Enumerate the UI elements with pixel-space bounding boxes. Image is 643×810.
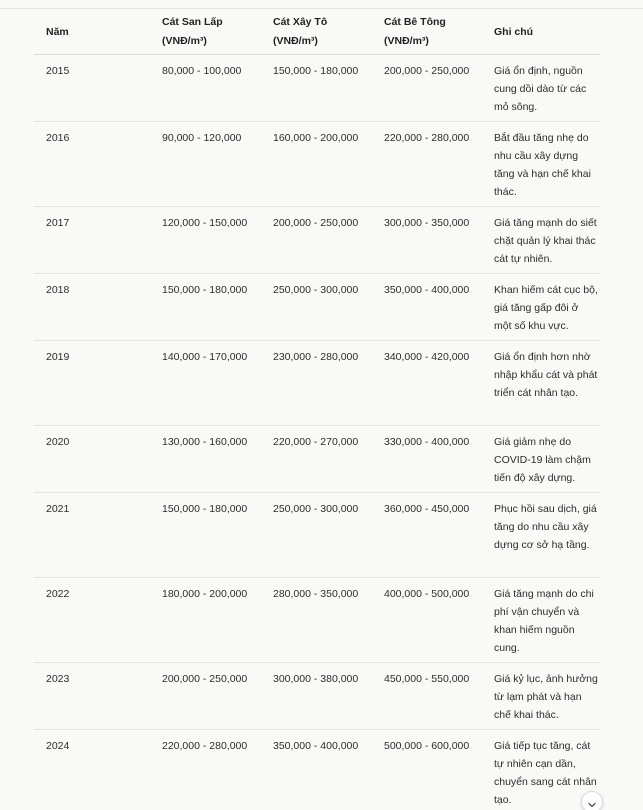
- cell-san-lap: 120,000 - 150,000: [150, 207, 261, 274]
- scroll-down-button[interactable]: [581, 791, 603, 810]
- header-xay-to-unit: (VNĐ/m³): [273, 35, 318, 47]
- cell-xay-to: 280,000 - 350,000: [261, 578, 372, 663]
- cell-be-tong: 360,000 - 450,000: [372, 493, 482, 578]
- table-row: [34, 663, 600, 730]
- header-be-tong-unit: (VNĐ/m³): [384, 35, 429, 47]
- cell-year: 2023: [34, 663, 150, 730]
- header-note-label: Ghi chú: [494, 25, 534, 38]
- cell-note: Giá tiếp tục tăng, cát tự nhiên cạn dần, chuyển sang cát nhân tạo.: [494, 740, 597, 806]
- cell-year: 2016: [34, 122, 150, 207]
- cell-san-lap: 90,000 - 120,000: [150, 122, 261, 207]
- header-year: [34, 9, 150, 55]
- chevron-down-icon: [587, 797, 597, 807]
- cell-note: Giá giảm nhẹ do COVID-19 làm chậm tiến độ xây dựng.: [482, 426, 600, 493]
- cell-be-tong: 200,000 - 250,000: [372, 55, 482, 122]
- table-row: [34, 274, 600, 341]
- table-row: [34, 426, 600, 493]
- header-xay-to: [261, 9, 372, 55]
- cell-xay-to: 150,000 - 180,000: [261, 55, 372, 122]
- table-row: [34, 55, 600, 122]
- sand-price-table: [34, 9, 600, 810]
- cell-san-lap: 150,000 - 180,000: [150, 274, 261, 341]
- cell-note: Giá tăng mạnh do chi phí vận chuyển và khan hiếm nguồn cung.: [482, 578, 600, 663]
- cell-san-lap: 80,000 - 100,000: [150, 55, 261, 122]
- cell-year: 2018: [34, 274, 150, 341]
- cell-year: 2020: [34, 426, 150, 493]
- cell-year: 2019: [34, 341, 150, 426]
- header-note: [482, 9, 600, 55]
- table-body: [34, 55, 600, 810]
- cell-xay-to: 220,000 - 270,000: [261, 426, 372, 493]
- cell-be-tong: 450,000 - 550,000: [372, 663, 482, 730]
- cell-note: Giá kỷ lục, ảnh hưởng từ lạm phát và hạn chế khai thác.: [482, 663, 600, 730]
- cell-note: Giá tăng mạnh do siết chặt quản lý khai thác cát tự nhiên.: [482, 207, 600, 274]
- cell-xay-to: 230,000 - 280,000: [261, 341, 372, 426]
- cell-be-tong: 220,000 - 280,000: [372, 122, 482, 207]
- cell-xay-to: 300,000 - 380,000: [261, 663, 372, 730]
- cell-san-lap: 130,000 - 160,000: [150, 426, 261, 493]
- cell-be-tong: 500,000 - 600,000: [384, 740, 470, 752]
- cell-year: 2024: [46, 740, 70, 752]
- cell-san-lap: 140,000 - 170,000: [150, 341, 261, 426]
- cell-xay-to: 200,000 - 250,000: [261, 207, 372, 274]
- header-san-lap: [150, 9, 261, 55]
- header-san-lap-label: Cát San Lấp: [162, 16, 223, 28]
- cell-xay-to: 350,000 - 400,000: [273, 740, 359, 752]
- table-row: [34, 341, 600, 426]
- header-san-lap-unit: (VNĐ/m³): [162, 35, 207, 47]
- cell-san-lap: 180,000 - 200,000: [150, 578, 261, 663]
- cell-san-lap: 150,000 - 180,000: [150, 493, 261, 578]
- cell-year: 2021: [34, 493, 150, 578]
- cell-note: Khan hiếm cát cục bộ, giá tăng gấp đôi ở một số khu vực.: [482, 274, 600, 341]
- cell-xay-to: 250,000 - 300,000: [261, 493, 372, 578]
- table-header: [34, 9, 600, 55]
- table-row: [34, 122, 600, 207]
- header-be-tong: [372, 9, 482, 55]
- cell-be-tong: 350,000 - 400,000: [372, 274, 482, 341]
- price-table-container: [34, 9, 600, 810]
- cell-note: Phục hồi sau dịch, giá tăng do nhu cầu xây dựng cơ sở hạ tầng.: [482, 493, 600, 578]
- cell-year: 2022: [34, 578, 150, 663]
- table-row: [34, 493, 600, 578]
- cell-note: Giá ổn định hơn nhờ nhập khẩu cát và phát triển cát nhân tạo.: [482, 341, 600, 426]
- cell-be-tong: 300,000 - 350,000: [372, 207, 482, 274]
- cell-xay-to: 250,000 - 300,000: [261, 274, 372, 341]
- cell-xay-to: 160,000 - 200,000: [261, 122, 372, 207]
- table-row: [34, 207, 600, 274]
- cell-be-tong: 340,000 - 420,000: [372, 341, 482, 426]
- cell-year: 2015: [34, 55, 150, 122]
- cell-year: 2017: [34, 207, 150, 274]
- cell-be-tong: 330,000 - 400,000: [372, 426, 482, 493]
- table-header-row: [34, 9, 600, 55]
- header-xay-to-label: Cát Xây Tô: [273, 16, 328, 28]
- cell-note: Bắt đầu tăng nhẹ do nhu cầu xây dựng tăng và hạn chế khai thác.: [482, 122, 600, 207]
- header-year-label: Năm: [46, 25, 69, 38]
- header-be-tong-label: Cát Bê Tông: [384, 16, 446, 28]
- cell-note: Giá ổn định, nguồn cung dồi dào từ các mỏ sông.: [482, 55, 600, 122]
- table-row: [34, 578, 600, 663]
- cell-be-tong: 400,000 - 500,000: [372, 578, 482, 663]
- cell-san-lap: 200,000 - 250,000: [150, 663, 261, 730]
- table-row: [34, 730, 600, 810]
- cell-san-lap: 220,000 - 280,000: [162, 740, 248, 752]
